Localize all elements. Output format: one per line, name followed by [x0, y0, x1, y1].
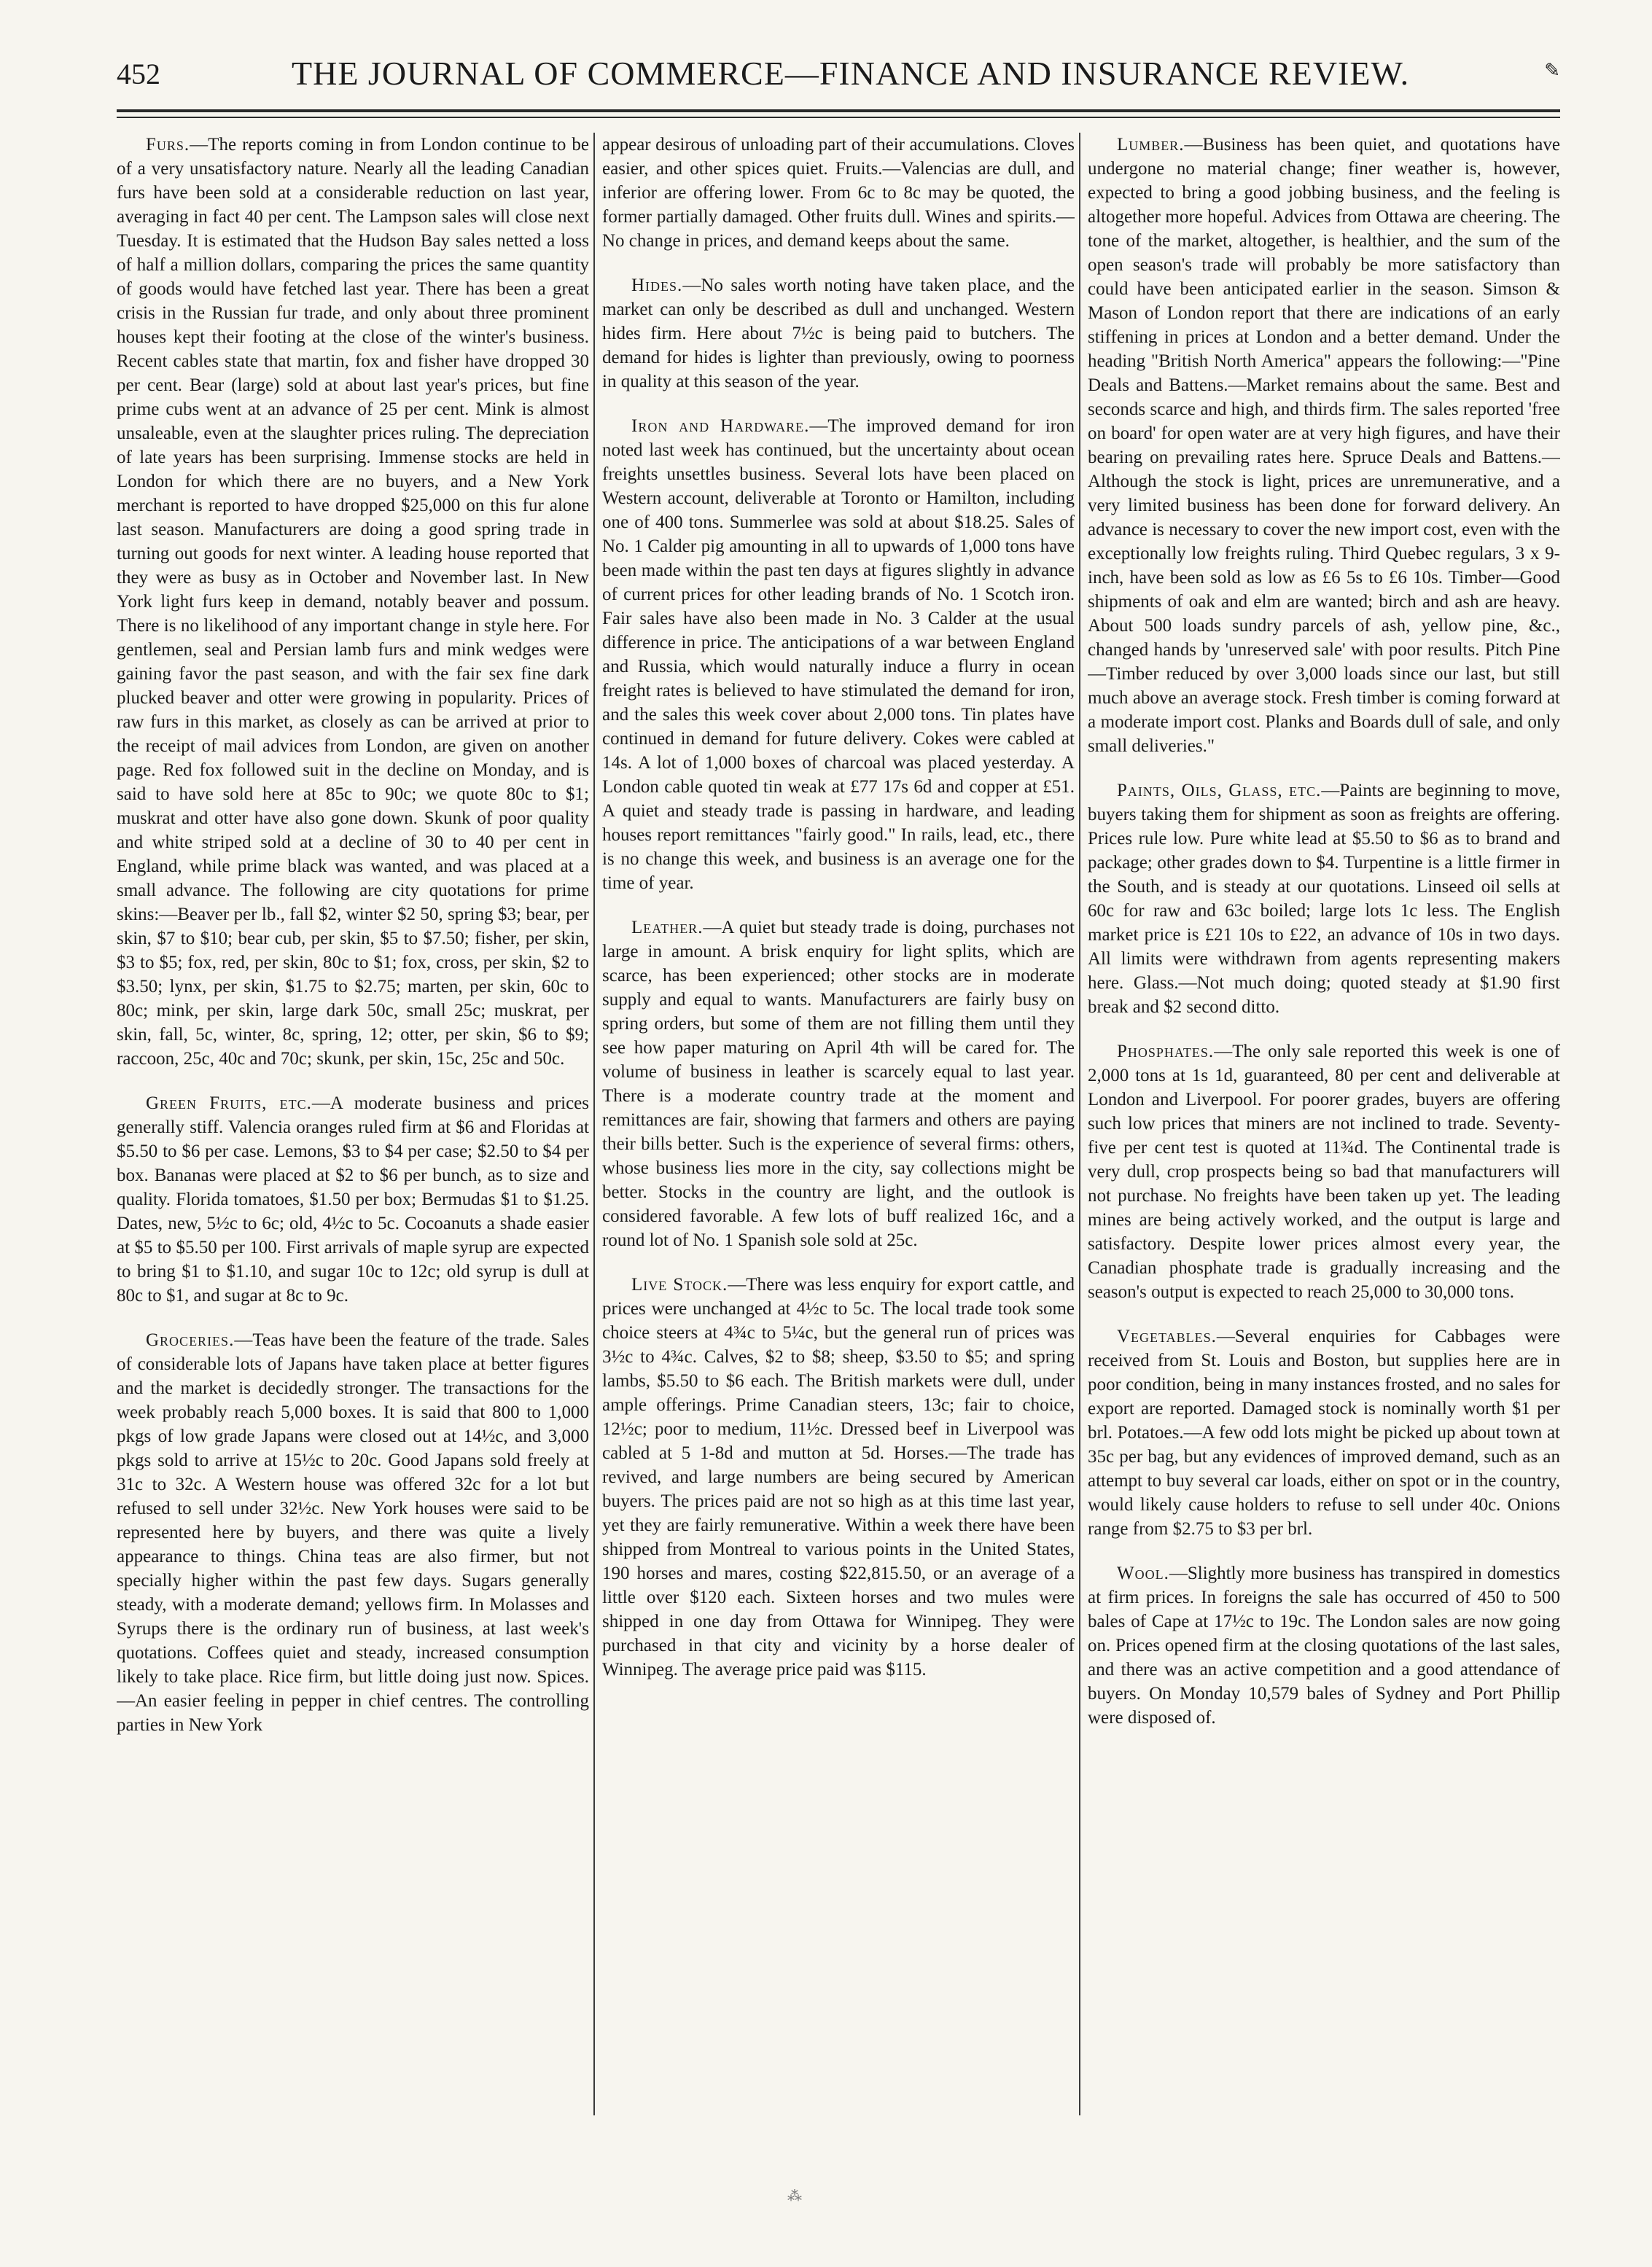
- article-heading: Iron and Hardware.: [631, 416, 810, 436]
- article-paragraph: [117, 1328, 589, 1737]
- journal-title: THE JOURNAL OF COMMERCE—FINANCE AND INSURANCE REVIEW.: [292, 55, 1410, 92]
- article-text: —Teas have been the feature of the trade. Sales of considerable lots of Japans have taken place at better figures and the market is decidedly stronger. The transactions for the week probably reach 5,000 boxes. It is said that 800 to 1,000 pkgs of low grade Japans were closed out at 14½c, and 3,000 pkgs sold to arrive at 15½c to 20c. Good Japans sold freely at 31c to 32c. A Western house was offered 32c for a lot but refused to sell under 32½c. New York houses were said to be represented here by buyers, and there was quite a lively appearance to things. China teas are also firmer, but not specially higher within the past few days. Sugars generally steady, with a moderate demand; yellows firm. In Molasses and Syrups there is the ordinary run of business, at last week's quotations. Coffees quiet and steady, increased consumption likely to take place. Rice firm, but little doing just now. Spices.—An easier feeling in pepper in chief centres. The controlling parties in New York: [117, 1330, 589, 1735]
- article-paragraph: [1088, 779, 1560, 1019]
- article-paragraph: [602, 916, 1075, 1252]
- article-paragraph: [602, 1273, 1075, 1682]
- article-text: —The only sale reported this week is one of 2,000 tons at 1s 1d, guaranteed, 80 per cent and deliverable at London and Liverpool. For poorer grades, buyers are offering such low prices that miners are not inclined to trade. Seventy-five per cent test is quoted at 11¾d. The Continental trade is very dull, crop prospects being so bad that manufacturers will not purchase. No freights have been taken up yet. The leading mines are being actively worked, and the output is large and satisfactory. Despite lower prices almost every year, the Canadian phosphate trade is gradually increasing and the season's output is expected to reach 25,000 to 30,000 tons.: [1088, 1042, 1560, 1302]
- article-paragraph: [1088, 1324, 1560, 1541]
- article-heading: Phosphates.: [1117, 1042, 1215, 1061]
- article-heading: Groceries.: [146, 1330, 235, 1350]
- article-text: —A quiet but steady trade is doing, purchases not large in amount. A brisk enquiry for light splits, which are scarce, has been experienced; other stocks are in moderate supply and equal to wants. Manufacturers are fairly busy on spring orders, but some of them are not filling them until they see how paper maturing on April 4th will be cared for. The volume of business in leather is scarcely equal to last year. There is a moderate country trade at the moment and remittances are fair, showing that farmers and others are paying their bills better. Such is the experience of several firms: others, whose business lies more in the city, say collections might be better. Stocks in the country are light, and the outlook is considered favorable. A few lots of buff realized 16c, and a round lot of No. 1 Spanish sole sold at 25c.: [602, 918, 1075, 1250]
- ink-mark: ✎: [1544, 60, 1560, 81]
- article-paragraph: [602, 273, 1075, 394]
- page-header: [117, 52, 1560, 111]
- article-heading: Hides.: [631, 276, 683, 295]
- article-paragraph: [117, 133, 589, 1071]
- column-2: [602, 133, 1075, 2115]
- article-text: appear desirous of unloading part of their accumulations. Cloves easier, and other spices quiet. Fruits.—Valencias are dull, and inferior are offering lower. From 6c to 8c may be quoted, the former partially damaged. Other fruits dull. Wines and spirits.—No change in prices, and demand keeps about the same.: [602, 135, 1075, 251]
- article-text: —The improved demand for iron noted last week has continued, but the uncertainty about ocean freights unsettles business. Several lots have been placed on Western account, deliverable at Toronto or Hamilton, including one of 400 tons. Summerlee was sold at about $18.25. Sales of No. 1 Calder pig amounting in all to upwards of 1,000 tons have been made within the past ten days at figures slightly in advance of current prices for other leading brands of No. 1 Scotch iron. Fair sales have also been made in No. 3 Calder at the usual difference in price. The anticipations of a war between England and Russia, which would naturally induce a flurry in ocean freight rates is believed to have stimulated the demand for iron, and the sales this week cover about 2,000 tons. Tin plates have continued in demand for future delivery. Cokes were cabled at 14s. A lot of 1,000 boxes of charcoal was placed yesterday. A London cable quoted tin weak at £77 17s 6d and copper at £51. A quiet and steady trade is passing in hardware, and leading houses report remittances "fairly good." In rails, lead, etc., there is no change this week, and business is an average one for the time of year.: [602, 416, 1075, 893]
- article-heading: Green Fruits, etc.: [146, 1093, 312, 1113]
- article-heading: Furs.: [146, 135, 190, 155]
- article-text: —Paints are beginning to move, buyers taking them for shipment as soon as freights are offering. Prices rule low. Pure white lead at $5.50 to $6 as to brand and package; other grades down to $4. Turpentine is a little firmer in the South, and is steady at our quotations. Linseed oil sells at 60c for raw and 63c boiled; large lots 1c less. The English market price is £21 10s to £22, an advance of 10s in two days. All limits were withdrawn from agents representing makers here. Glass.—Not much doing; quoted steady at $1.90 first break and $2 second ditto.: [1088, 781, 1560, 1017]
- header-rule-thin: [117, 117, 1560, 118]
- print-speck: ⁂: [787, 2188, 802, 2204]
- column-divider: [1079, 133, 1080, 2115]
- article-paragraph: [117, 1091, 589, 1308]
- article-text: —Slightly more business has transpired in domestics at firm prices. In foreigns the sale has occurred of 450 to 500 bales of Cape at 17½c to 19c. The London sales are now going on. Prices opened firm at the closing quotations of the last sales, and there was an active competition and a good attendance of buyers. On Monday 10,579 bales of Sydney and Port Phillip were disposed of.: [1088, 1564, 1560, 1728]
- article-paragraph: [602, 133, 1075, 253]
- article-text: —No sales worth noting have taken place, and the market can only be described as dull and unchanged. Western hides firm. Here about 7½c is being paid to butchers. The demand for hides is lighter than previously, owing to poorness in quality at this season of the year.: [602, 276, 1075, 391]
- article-paragraph: [1088, 1561, 1560, 1730]
- column-3: [1088, 133, 1560, 2115]
- article-paragraph: [1088, 133, 1560, 758]
- article-heading: Vegetables.: [1117, 1327, 1217, 1346]
- article-text: —The reports coming in from London continue to be of a very unsatisfactory nature. Nearly all the leading Canadian furs have been sold at a considerable reduction on last year, averaging in fact 40 per cent. The Lampson sales will close next Tuesday. It is estimated that the Hudson Bay sales netted a loss of half a million dollars, comparing the prices the same quantity of goods would have fetched last year. There has been a great crisis in the Russian fur trade, and only about three prominent houses kept their footing at the close of the winter's business. Recent cables state that martin, fox and fisher have dropped 30 per cent. Bear (large) sold at about last year's prices, but fine prime cubs went at an advance of 25 per cent. Mink is almost unsaleable, even at the slaughter prices ruling. The depreciation of late years has been surprising. Immense stocks are held in London for which there are no buyers, and a New York merchant is reported to have dropped $25,000 on this fur alone last season. Manufacturers are doing a good spring trade in turning out goods for next winter. A leading house reported that they were as busy as in October and November last. In New York light furs keep in demand, notably beaver and possum. There is no likelihood of any important change in style here. For gentlemen, seal and Persian lamb furs and mink wedges were gaining favor the past season, and with the fair sex fine dark plucked beaver and otter were growing in popularity. Prices of raw furs in this market, as closely as can be arrived at prior to the receipt of mail advices from London, are given on another page. Red fox followed suit in the decline on Monday, and is said to have sold here at 85c to 90c; we quote 80c to $1; muskrat and otter have also gone down. Skunk of poor quality and white striped sold at a decline of 30 to 40 per cent in England, while prime black was wanted, and was placed at a small advance. The following are city quotations for prime skins:—Beaver per lb., fall $2, winter $2 50, spring $3; bear, per skin, $7 to $10; bear cub, per skin, $5 to $7.50; fisher, per skin, $3 to $5; fox, red, per skin, 80c to $1; fox, cross, per skin, $2 to $3.50; lynx, per skin, $1.75 to $2.75; marten, per skin, 60c to 80c; mink, per skin, large dark 50c, small 25c; muskrat, per skin, fall, 5c, winter, 8c, spring, 12; otter, per skin, $6 to $9; raccoon, 25c, 40c and 70c; skunk, per skin, 15c, 25c and 50c.: [117, 135, 589, 1069]
- page-number: 452: [117, 58, 160, 90]
- article-heading: Wool.: [1117, 1564, 1169, 1583]
- article-heading: Leather.: [631, 918, 704, 937]
- column-1: [117, 133, 589, 2115]
- article-paragraph: [1088, 1039, 1560, 1304]
- article-text: —Business has been quiet, and quotations have undergone no material change; finer weather is, however, expected to bring a good jobbing business, and the feeling is altogether more hopeful. Advices from Ottawa are cheering. The tone of the market, altogether, is healthier, and the sum of the open season's trade will probably be more satisfactory than could have been anticipated earlier in the season. Simson & Mason of London report that there are indications of an early stiffening in prices at London and a better demand. Under the heading "British North America" appears the following:—"Pine Deals and Battens.—Market remains about the same. Best and seconds scarce and high, and thirds firm. The sales reported 'free on board' for open water are at very high figures, and have their bearing on prevailing rates here. Spruce Deals and Battens.—Although the stock is light, prices are unremunerative, and a very limited business has been done for forward delivery. An advance is necessary to cover the new import cost, even with the exceptionally low freights ruling. Third Quebec regulars, 3 x 9-inch, have been sold as low as £6 5s to £6 10s. Timber—Good shipments of oak and elm are wanted; birch and ash are heavy. About 500 loads sundry parcels of ash, yellow pine, &c., changed hands by 'unreserved sale' with poor results. Pitch Pine—Timber reduced by over 3,000 loads since our last, but still much above an average stock. Fresh timber is coming forward at a moderate import cost. Planks and Boards dull of sale, and only small deliveries.": [1088, 135, 1560, 756]
- article-heading: Paints, Oils, Glass, etc.: [1117, 781, 1322, 800]
- article-paragraph: [602, 414, 1075, 895]
- article-heading: Live Stock.: [631, 1275, 728, 1295]
- article-heading: Lumber.: [1117, 135, 1185, 155]
- header-rule: [117, 109, 1560, 112]
- article-text: —There was less enquiry for export cattle, and prices were unchanged at 4½c to 5c. The local trade took some choice steers at 4¾c to 5¼c, but the general run of prices was 3½c to 4¾c. Calves, $2 to $8; sheep, $3.50 to $5; and spring lambs, $5.50 to $6 each. The British markets were dull, under ample offerings. Prime Canadian steers, 13c; fair to choice, 12½c; poor to medium, 11½c. Dressed beef in Liverpool was cabled at 5 1-8d and mutton at 5d. Horses.—The trade has revived, and large numbers are being secured by American buyers. The prices paid are not so high as at this time last year, yet they are fairly remunerative. Within a week there have been shipped from Montreal to various points in the United States, 190 horses and mares, costing $22,815.50, or an average of a little over $120 each. Sixteen horses and two mules were shipped in one day from Ottawa for Winnipeg. They were purchased in that city and vicinity by a horse dealer of Winnipeg. The average price paid was $115.: [602, 1275, 1075, 1679]
- article-text: —A moderate business and prices generally stiff. Valencia oranges ruled firm at $6 and Floridas at $5.50 to $6 per case. Lemons, $3 to $4 per case; $2.50 to $4 per box. Bananas were placed at $2 to $6 per bunch, as to size and quality. Florida tomatoes, $1.50 per box; Bermudas $1 to $1.25. Dates, new, 5½c to 6c; old, 4½c to 5c. Cocoanuts a shade easier at $5 to $5.50 per 100. First arrivals of maple syrup are expected to bring $1 to $1.10, and sugar 10c to 12c; old syrup is dull at 80c to $1, and sugar at 8c to 9c.: [117, 1093, 589, 1306]
- column-divider: [593, 133, 595, 2115]
- article-text: —Several enquiries for Cabbages were received from St. Louis and Boston, but supplies here are in poor condition, being in many instances frosted, and no sales for export are reported. Damaged stock is nominally worth $1 per brl. Potatoes.—A few odd lots might be picked up about town at 35c per bag, but any evidences of improved demand, such as an attempt to buy several car loads, either on spot or in the country, would likely cause holders to refuse to sell under 40c. Onions range from $2.75 to $3 per brl.: [1088, 1327, 1560, 1539]
